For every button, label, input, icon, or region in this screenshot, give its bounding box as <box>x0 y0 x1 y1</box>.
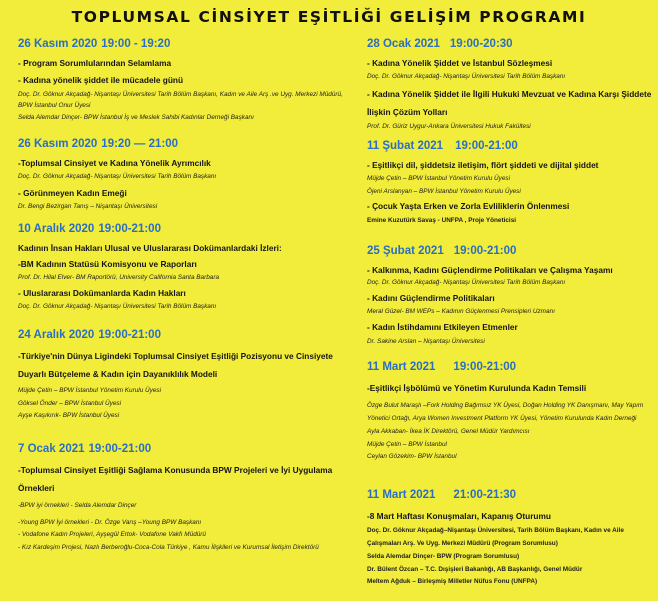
speaker: Prof. Dr. Hilal Elver- BM Raportörü, University California Santa Barbara <box>18 274 220 281</box>
session-item-title: - Eşitlikçi dil, şiddetsiz iletişim, flört şiddeti ve dijital şiddet <box>367 160 599 170</box>
speaker: Doç. Dr. Göknur Akçadağ- Nişantaşı Üniversitesi Tarih Bölüm Başkanı <box>367 279 566 286</box>
speaker: Ayşe Kaşıkırık- BPW İstanbul Üyesi <box>18 412 120 419</box>
session-block <box>18 138 348 212</box>
session-block <box>18 329 348 422</box>
speaker: Doç. Dr. Göknur Akçadağ- Nişantaşı Üniversitesi Tarih Bölüm Başkanı <box>18 173 217 180</box>
session-item-title: -BM Kadının Statüsü Komisyonu ve Raporları <box>18 259 197 269</box>
speaker: Dr. Bülent Özcan – T.C. Dışişleri Bakanlığı, AB Başkanlığı, Genel Müdür <box>367 565 583 573</box>
session-item-title: - Kadına yönelik şiddet ile mücadele günü <box>18 75 184 85</box>
speaker: Müjde Çetin – BPW İstanbul <box>367 440 447 448</box>
session-date: 10 Aralık 2020 19:00-21:00 <box>18 223 161 235</box>
session-date: 25 Şubat 2021 19:00-21:00 <box>367 245 517 257</box>
session-block <box>367 140 657 227</box>
speaker: Selda Alemdar Dinçer- BPW (Program Sorumlusu) <box>367 553 520 560</box>
session-item-title: - Kalkınma, Kadını Güçlendirme Politikaları ve Çalışma Yaşamı <box>367 265 613 275</box>
session-item-title: - Kadın İstihdamını Etkileyen Etmenler <box>367 322 518 332</box>
session-item-title: - Kadını Güçlendirme Politikaları <box>367 292 495 303</box>
session-date: 28 Ocak 2021 19:00-20:30 <box>367 38 513 50</box>
speaker: Meral Güzel- BM WEPs – Kadının Güçlenmesi Prensipleri Uzmanı <box>367 307 555 315</box>
speaker: Dr. Bengi Bezirgan Tanış – Nişantaşı Üniversitesi <box>18 202 158 210</box>
session-item-title: - Program Sorumlularından Selamlama <box>18 58 172 68</box>
session-item-title: - Kadına Yönelik Şiddet ve İstanbul Sözleşmesi <box>367 58 553 68</box>
speaker: Prof. Dr. Güriz Uygur-Ankara Üniversitesi Hukuk Fakültesi <box>367 122 531 130</box>
speaker: - Vodafone Kadın Projeleri, Ayşegül Ertok- Vodafone Vakfı Müdürü <box>18 531 206 538</box>
session-item-title: -Toplumsal Cinsiyet Eşitliği Sağlama Konusunda BPW Projeleri ve İyi Uygulama Örnekleri <box>18 465 333 493</box>
session-item-title: -Eşitlikçi İşbölümü ve Yönetim Kurulunda Kadın Temsili <box>367 383 587 393</box>
session-date: 11 Mart 2021 21:00-21:30 <box>367 489 517 501</box>
speaker: Öjeni Arslanyan – BPW İstanbul Yönetim Kurulu Üyesi <box>367 187 521 195</box>
speaker: Meltem Ağduk – Birleşmiş Milletler Nüfus Fonu (UNFPA) <box>367 578 538 585</box>
session-item-title: - Çocuk Yaşta Erken ve Zorla Evliliklerin Önlenmesi <box>367 201 570 211</box>
session-item-title: Kadının İnsan Hakları Ulusal ve Uluslararası Dokümanlardaki İzleri: <box>18 243 282 253</box>
session-block <box>18 38 348 124</box>
session-block <box>18 443 348 553</box>
speaker: Özge Bulut Maraşlı –Fork Holding Bağımsız YK Üyesi, Doğan Holding YK Danışmanı, May Yapım Yönetici Ortağı, Arya Women Investment Platform YK Üyesi, Yönetim Kurulunda Kadın Derneği <box>367 402 644 422</box>
speaker: -BPW iyi örnekleri - Selda Alemdar Dinçer <box>18 502 137 509</box>
session-item-title: -8 Mart Haftası Konuşmaları, Kapanış Oturumu <box>367 511 551 521</box>
speaker: Doç. Dr. Göknur Akçadağ- Nişantaşı Üniversitesi Tarih Bölüm Başkanı <box>18 302 217 310</box>
session-block <box>367 489 657 588</box>
session-block <box>18 223 348 312</box>
speaker: Göksel Önder – BPW İstanbul Üyesi <box>18 399 122 407</box>
speaker: Müjde Çetin – BPW İstanbul Yönetim Kurulu Üyesi <box>367 175 511 182</box>
speaker: Ceylan Gözekim- BPW İstanbul <box>367 453 457 460</box>
speaker: Doç. Dr. Göknur Akçadağ–Nişantaşı Üniversitesi, Tarih Bölüm Başkanı, Kadın ve Aile Çalışmaları Arş. Ve Uyg. Merkezi Müdürü (Program Sorumlusu) <box>367 527 624 547</box>
speaker: Müjde Çetin – BPW İstanbul Yönetim Kurulu Üyesi <box>18 387 162 394</box>
session-date: 7 Ocak 2021 19:00-21:00 <box>18 443 152 455</box>
session-block <box>367 361 657 463</box>
speaker: Emine Kuzutürk Savaş - UNFPA , Proje Yöneticisi <box>367 217 517 224</box>
session-date: 11 Mart 2021 19:00-21:00 <box>367 361 517 373</box>
session-date: 11 Şubat 2021 19:00-21:00 <box>367 140 518 152</box>
page-title: TOPLUMSAL CİNSİYET EŞİTLİĞİ GELİŞİM PROGRAMI <box>71 8 587 26</box>
session-block <box>367 38 657 132</box>
session-block <box>367 245 657 348</box>
session-item-title: -Toplumsal Cinsiyet ve Kadına Yönelik Ayrımcılık <box>18 158 211 168</box>
session-item-title: - Uluslararası Dokümanlarda Kadın Hakları <box>18 287 186 298</box>
speaker: Doç. Dr. Göknur Akçadağ- Nişantaşı Üniversitesi Tarih Bölüm Başkanı <box>367 73 566 80</box>
session-date: 24 Aralık 2020 19:00-21:00 <box>18 329 161 341</box>
speaker: Dr. Sakine Arslan – Nişantaşı Üniversitesi <box>367 338 485 345</box>
speaker: - Kız Kardeşim Projesi, Nazlı Berberoğlu-Coca-Cola Türkiye , Kamu İlişkileri ve Kurumsal İletişim Direktörü <box>18 543 319 551</box>
speaker: Selda Alemdar Dinçer- BPW İstanbul İş ve Meslek Sahibi Kadınlar Derneği Başkanı <box>18 114 254 121</box>
session-date: 26 Kasım 2020 19:20 — 21:00 <box>18 138 179 150</box>
session-item-title: - Görünmeyen Kadın Emeği <box>18 187 127 198</box>
speaker: Ayla Akkaban- İkea İK Direktörü, Genel Müdür Yardımcısı <box>367 428 530 435</box>
speaker: Doç. Dr. Göknur Akçadağ- Nişantaşı Üniversitesi Tarih Bölüm Başkanı, Kadın ve Aile Arş .ve Uyg. Merkezi Müdürü, BPW İstanbul Onur Üyesi <box>18 91 343 109</box>
session-item-title: - Kadına Yönelik Şiddet ile İlgili Hukuki Mevzuat ve Kadına Karşı Şiddete İlişkin Çözüm Yolları <box>367 88 652 117</box>
session-date: 26 Kasım 2020 19:00 - 19:20 <box>18 38 171 50</box>
session-item-title: -Türkiye'nin Dünya Ligindeki Toplumsal Cinsiyet Eşitliği Pozisyonu ve Cinsiyete Duyarlı Bütçeleme & Kadın için Dayanıklılık Modeli <box>18 351 333 379</box>
speaker: -Young BPW İyi örnekleri - Dr. Özge Varış –Young BPW Başkanı <box>18 518 202 526</box>
